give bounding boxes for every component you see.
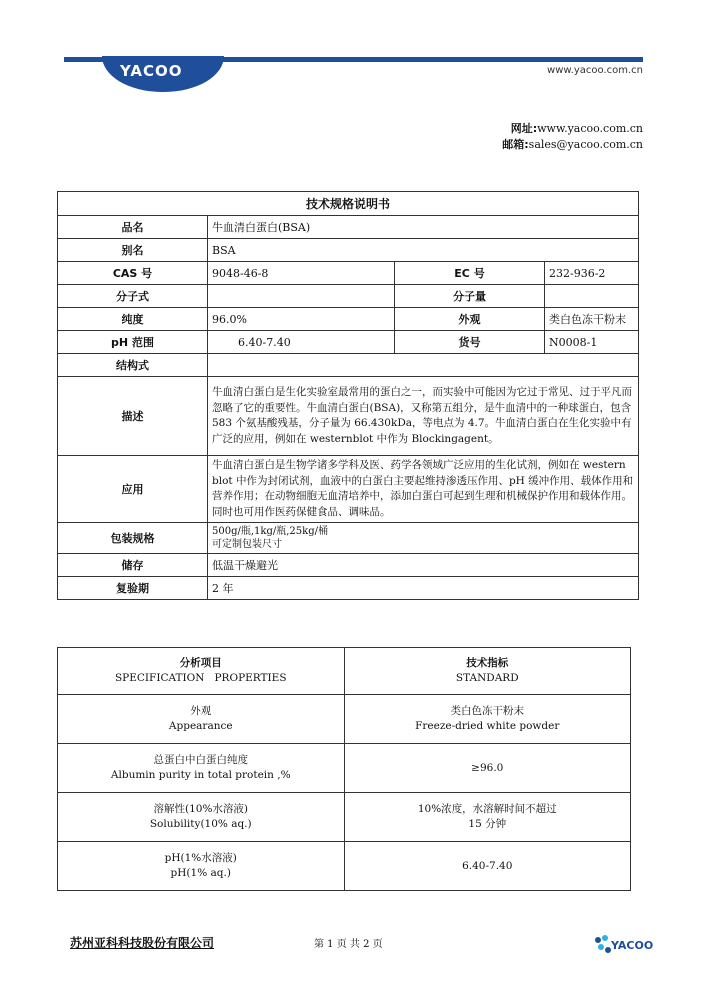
description-label: 描述 [58,377,208,456]
col-header-properties [58,648,345,695]
alias: BSA [208,239,639,262]
storage-value: 低温干燥避光 [208,554,639,577]
email-label: 邮箱: [502,138,529,151]
table-row [344,793,631,842]
package-value [208,523,639,554]
spec-title: 技术规格说明书 [58,192,639,216]
standard-line-2: Freeze-dried white powder [415,720,560,732]
item-cn: 溶解性(10%水溶液) [153,803,249,815]
retest-value: 2 年 [208,577,639,600]
application-text: 牛血清白蛋白是生物学诸多学科及医、药学各领域广泛应用的生化试剂，例如在 western blot 中作为封闭试剂，血液中的白蛋白主要起维持渗透压作用、pH 缓冲作用、载体作用和营养作用；在动物细胞无血清培养中，添加白蛋白可起到生理和机械保护作用和载体作用。同时也可用作医药保健食品、调味品。 [208,456,639,523]
col-header-standard [344,648,631,695]
formula-value [208,285,395,308]
standard-line-1: 10%浓度，水溶解时间不超过 [417,803,557,815]
item-cn: 外观 [190,705,212,717]
table-row [344,744,631,793]
item-en: Appearance [168,720,233,732]
structure-value [208,354,639,377]
ph-label: pH 范围 [58,331,208,354]
table-row [58,695,345,744]
col2-en: STANDARD [455,672,519,684]
table-row [344,842,631,891]
table-row [58,793,345,842]
product-name-label: 品名 [58,216,208,239]
table-row [58,842,345,891]
standard-line-2: 15 分钟 [468,818,507,830]
product-name: 牛血清白蛋白(BSA) [208,216,639,239]
item-cn: pH(1%水溶液) [164,852,237,864]
structure-label: 结构式 [58,354,208,377]
appearance-value: 类白色冻干粉末 [545,308,639,331]
description-text: 牛血清白蛋白是生化实验室最常用的蛋白之一，而实验中可能因为它过于常见、过于平凡而忽略了它的重要性。牛血清白蛋白(BSA)，又称第五组分，是牛血清中的一种球蛋白，包含 583 个氨基酸残基，分子量为 66.430kDa，等电点为 4.7。牛血清白蛋白在生化实验中有广泛的应用，例如在 westernblot 中作为 Blockingagent。 [208,377,639,456]
application-label: 应用 [58,456,208,523]
standard-line-1: 6.40-7.40 [462,859,513,872]
formula-label: 分子式 [58,285,208,308]
ph-value: 6.40-7.40 [208,331,395,354]
standard-line-1: 类白色冻干粉末 [450,705,524,717]
mw-value [545,285,639,308]
alias-label: 别名 [58,239,208,262]
purity-value: 96.0% [208,308,395,331]
footer-logo [595,935,654,957]
package-line-1: 500g/瓶,1kg/瓶,25kg/桶 [212,526,328,537]
header-website: www.yacoo.com.cn [547,65,643,76]
ec-value: 232-936-2 [545,262,639,285]
item-en: Solubility(10% aq.) [149,818,252,830]
retest-label: 复验期 [58,577,208,600]
logo-text: YACOO [120,62,183,80]
standard-line-1: ≥96.0 [471,761,504,774]
cas-value: 9048-46-8 [208,262,395,285]
spec-table [57,191,639,600]
col2-cn: 技术指标 [466,657,509,669]
purity-label: 纯度 [58,308,208,331]
email-value: sales@yacoo.com.cn [528,138,643,151]
col1-cn: 分析项目 [179,657,222,669]
company-logo [102,56,224,96]
analysis-table [57,647,631,891]
item-en: pH(1% aq.) [170,867,231,879]
table-row [344,695,631,744]
item-en: Albumin purity in total protein ,% [110,769,291,781]
item-cn: 总蛋白中白蛋白纯度 [153,754,248,766]
cas-label: CAS 号 [58,262,208,285]
ec-label: EC 号 [395,262,545,285]
catalog-value: N0008-1 [545,331,639,354]
table-row [58,744,345,793]
storage-label: 储存 [58,554,208,577]
appearance-label: 外观 [395,308,545,331]
package-line-2: 可定制包装尺寸 [212,539,282,550]
website-label: 网址: [510,122,538,135]
website-value: www.yacoo.com.cn [537,122,643,135]
package-label: 包装规格 [58,523,208,554]
catalog-label: 货号 [395,331,545,354]
page-number: 第 1 页 共 2 页 [314,939,383,950]
mw-label: 分子量 [395,285,545,308]
footer-logo-text: YACOO [611,939,654,952]
contact-info [502,121,643,153]
col1-en: SPECIFICATION PROPERTIES [114,672,287,684]
footer-company: 苏州亚科科技股份有限公司 [70,936,215,950]
